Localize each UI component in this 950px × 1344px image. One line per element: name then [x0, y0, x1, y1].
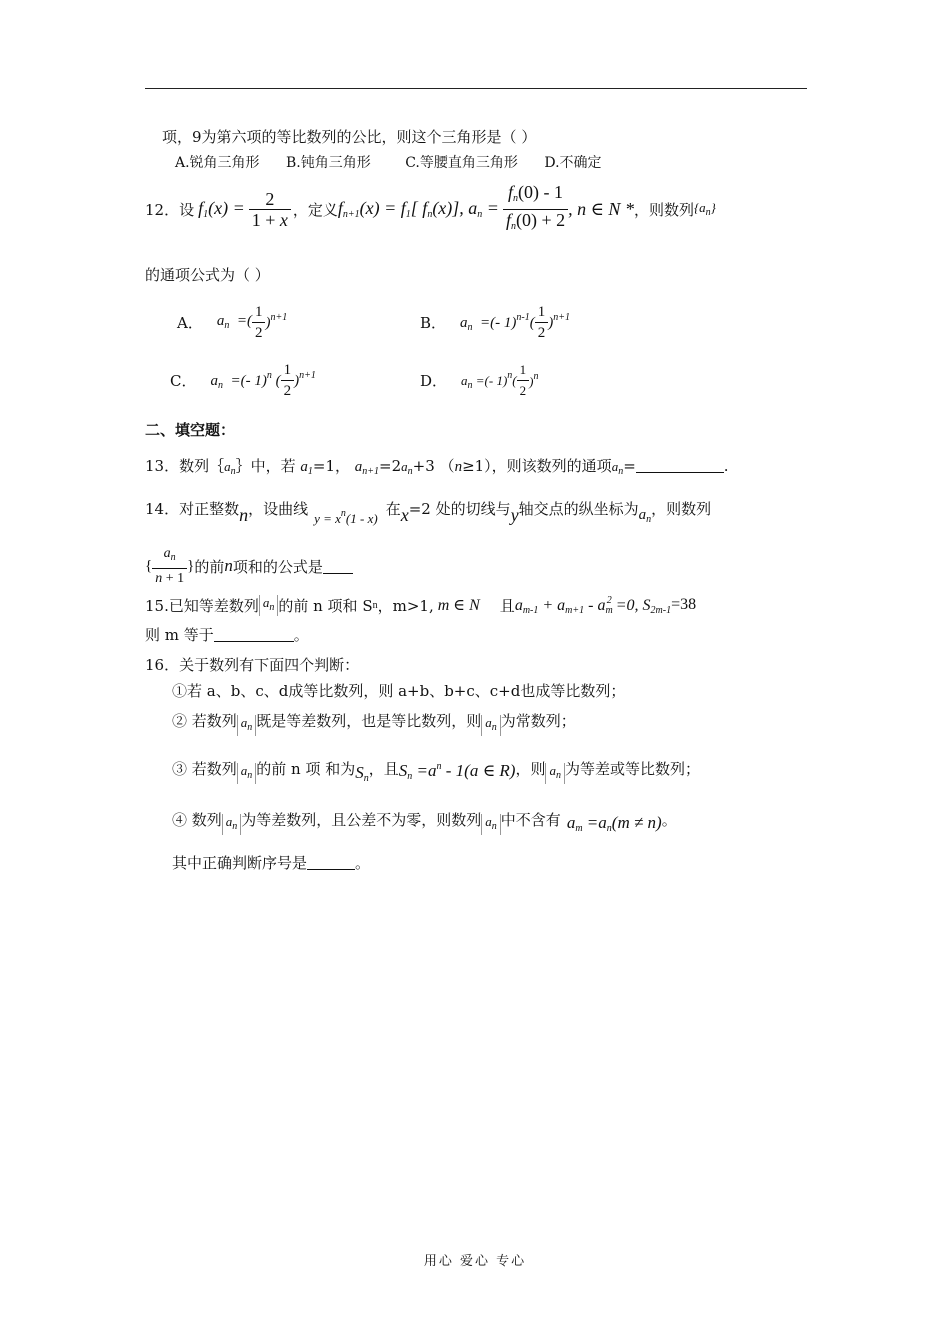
- q12-option-c-formula: $a_n$ =(- 1)$^n$ (: [210, 369, 281, 391]
- q16-statement-1: ①若 a、b、c、d成等比数列，则 a+b、b+c、c+d也成等比数列；: [172, 682, 626, 700]
- q15-line2-text: 则 m 等于: [145, 626, 214, 644]
- q12-seq-symbol: $\{a_n\}$: [693, 200, 716, 218]
- q15-text-e: =38: [671, 596, 697, 613]
- q15-text-d: 且: [499, 596, 515, 615]
- q16-s4-text-a: ④ 数列: [172, 810, 222, 829]
- q12-option-b-formula: $a_n$ =(- 1)$^{n-1}$(: [460, 311, 535, 333]
- q13-text-e: +3 （: [412, 457, 455, 475]
- q14-x: x: [400, 504, 409, 525]
- q12-option-d-formula: $a_n$ =(- 1)$^n$(: [461, 369, 517, 391]
- q12-option-a-half: $\frac{1}{2}$: [252, 302, 266, 343]
- q16-s3-text-b: 的前 n 项 和为: [256, 759, 356, 778]
- q11-option-d: D.不确定: [544, 155, 602, 171]
- q14-y: y: [510, 504, 519, 525]
- q14-text-c: 在: [385, 499, 401, 518]
- q12-f1-fraction: $\frac{2}{1 + x}$: [249, 189, 291, 230]
- page-footer: 用心 爱心 专心: [423, 1254, 527, 1269]
- q16-statement-4: ④ 数列 $a_n$ 为等差数列，且公差不为零，则数列 $a_n$ 中不含有 $a_m =a_n(m \ne n)$ 。: [172, 810, 677, 834]
- q16-s3-text-d: ，则: [515, 759, 546, 778]
- q16-s3-formula: $S_n =a^n - 1(a$ ∈ R): [398, 760, 516, 782]
- q14-curve: $y = x^n(1 - x)$: [314, 507, 378, 526]
- q16-statement-2: ② 若数列 $a_n$ 既是等差数列，也是等比数列，则 $a_n$ 为常数列；: [172, 704, 576, 736]
- q16-statement-3: ③ 若数列 $a_n$ 的前 n 项 和为 $S_n$ ，且 $S_n =a^n - 1(a$ ∈ R) ，则 $a_n$ 为等差或等比数列；: [172, 759, 700, 784]
- q16-answer-blank[interactable]: [307, 855, 355, 870]
- q16-s2-text-c: 为常数列；: [500, 711, 576, 730]
- q12-n-domain: , n ∈ N *: [568, 198, 634, 219]
- q15-answer-blank[interactable]: [214, 627, 294, 642]
- q12-option-b-label: B．: [420, 313, 447, 332]
- q16-s4-formula: $a_m =a_n(m \ne n)$: [566, 812, 662, 834]
- q16-conclusion-text: 其中正确判断序号是: [172, 854, 308, 872]
- q12-f1-def: $f_1(x)$ =: [198, 198, 245, 220]
- q14-text-h: 项和的公式是: [232, 557, 323, 576]
- q15-m-domain: m ∈ N: [437, 597, 480, 614]
- q13-text-a: 13．数列｛: [145, 457, 225, 475]
- q13-end: .: [723, 457, 729, 475]
- q14-answer-blank[interactable]: [323, 559, 353, 574]
- q14-text-a: 14．对正整数: [145, 499, 240, 518]
- q12-option-d: D． $a_n$ =(- 1)$^n$( $\frac{1}{2}$ )$^n$: [420, 360, 538, 400]
- q14-text-f: ，则数列: [651, 499, 712, 518]
- q13-text-c: =1，: [312, 457, 351, 475]
- q14-an: $a_n$: [638, 507, 652, 525]
- q14-line2: { $\frac{a_n}{n + 1}$ } 的前 n 项和的公式是: [145, 546, 353, 586]
- q12-option-b-half: $\frac{1}{2}$: [535, 302, 549, 343]
- q12-line2: [145, 264, 270, 285]
- q12-option-d-label: D．: [420, 371, 448, 390]
- q14-text-e: 轴交点的纵坐标为: [518, 499, 639, 518]
- q16-s3-text-c: ，且: [368, 759, 399, 778]
- q16-s3-text-a: ③ 若数列: [172, 759, 237, 778]
- q12-define-text: ，定义: [292, 200, 338, 219]
- q11-options: [175, 152, 602, 172]
- q13-answer-blank[interactable]: [636, 458, 724, 473]
- q13-text-f: ≥1），则该数列的通项: [462, 457, 612, 475]
- q15-condition: $a_{m-1} + a_{m+1} - a_m^2 =0$, $S_{2m-1}$: [514, 594, 672, 616]
- q12-tail-text: ，则数列: [633, 200, 694, 219]
- q11-option-a: A.锐角三角形: [175, 155, 260, 171]
- q12-option-b: B． $a_n$ =(- 1)$^{n-1}$( $\frac{1}{2}$ )$^{n+1}$: [420, 303, 570, 341]
- q12-stem: [145, 181, 716, 232]
- q14-text-d: =2 处的切线与: [408, 499, 511, 518]
- q12-number: 12．设: [145, 200, 195, 219]
- q11-option-c: C.等腰直角三角形: [405, 155, 518, 171]
- q15-end: 。: [293, 626, 309, 644]
- q15-seq-an: $a_n$: [259, 595, 279, 616]
- q11-stem-text: 项，9为第六项的等比数列的公比，则这个三角形是（ ）: [162, 128, 537, 146]
- section-title-fill-blank: 二、填空题：: [145, 421, 236, 439]
- q11-option-b: B.钝角三角形: [286, 155, 371, 171]
- q15-text-c: ，m>1,: [377, 596, 434, 615]
- q16-conclusion: [172, 852, 370, 873]
- q16-s2-text-a: ② 若数列: [172, 711, 237, 730]
- q13-stem: 13．数列$\{a_n\}$中，若 $a_1=1$， $a_{n+1}=2a_n+3$ （n≥1），则该数列的通项$a_n=$ .: [145, 457, 729, 477]
- q12-line2-text: 的通项公式为（ ）: [145, 266, 270, 284]
- q14-n: n: [239, 504, 249, 525]
- q14-fraction: $\frac{a_n}{n + 1}$: [152, 544, 187, 589]
- q15-line2: [145, 624, 309, 645]
- q16-end: 。: [355, 854, 371, 872]
- q16-s4-text-c: 中不含有: [500, 810, 561, 829]
- q16-s2-text-b: 既是等差数列，也是等比数列，则: [256, 711, 482, 730]
- q12-option-d-half: $\frac{1}{2}$: [517, 360, 530, 401]
- q14-text-b: ，设曲线: [248, 499, 309, 518]
- q16-title: 16．关于数列有下面四个判断：: [145, 656, 360, 674]
- q12-option-a-formula: $a_n$ =(: [216, 313, 252, 331]
- q14-stem: [145, 490, 711, 526]
- q15-stem: 15.已知等差数列 $a_n$ 的前 n 项和 S n ，m>1, m ∈ N 且 $a_{m-1} + a_{m+1} - a_m^2 =0$, $S_{2m-1}$ =38: [145, 594, 697, 616]
- q13-text-g: =: [623, 457, 636, 475]
- q14-text-g: 的前: [194, 557, 225, 576]
- q15-text-a: 15.已知等差数列: [145, 596, 259, 615]
- q11-stem: [162, 126, 536, 147]
- header-rule: [145, 88, 807, 89]
- q16-s4-text-d: 。: [661, 810, 677, 829]
- q13-text-b: ｝中，若: [235, 457, 296, 475]
- q12-recurrence: $f_{n+1}(x) = f_1$[ $f_n(x)$], $a_n$ =: [337, 198, 499, 220]
- q15-text-b: 的前 n 项和 S: [278, 596, 373, 615]
- q12-option-c-label: C．: [170, 371, 197, 390]
- q12-option-a-label: A．: [177, 313, 203, 332]
- q12-option-c: C． $a_n$ =(- 1)$^n$ ( $\frac{1}{2}$ )$^{n+1}$: [170, 361, 316, 399]
- q13-text-d: =2: [379, 457, 402, 475]
- q12-option-c-half: $\frac{1}{2}$: [281, 360, 295, 401]
- q16-s4-text-b: 为等差数列，且公差不为零，则数列: [241, 810, 482, 829]
- q16-s3-text-e: 为等差或等比数列；: [564, 759, 700, 778]
- q12-an-fraction: $\frac{f_n(0) - 1}{f_n(0) + 2}$: [503, 182, 568, 237]
- q12-option-a: A． $a_n$ =( $\frac{1}{2}$ )$^{n+1}$: [177, 303, 288, 341]
